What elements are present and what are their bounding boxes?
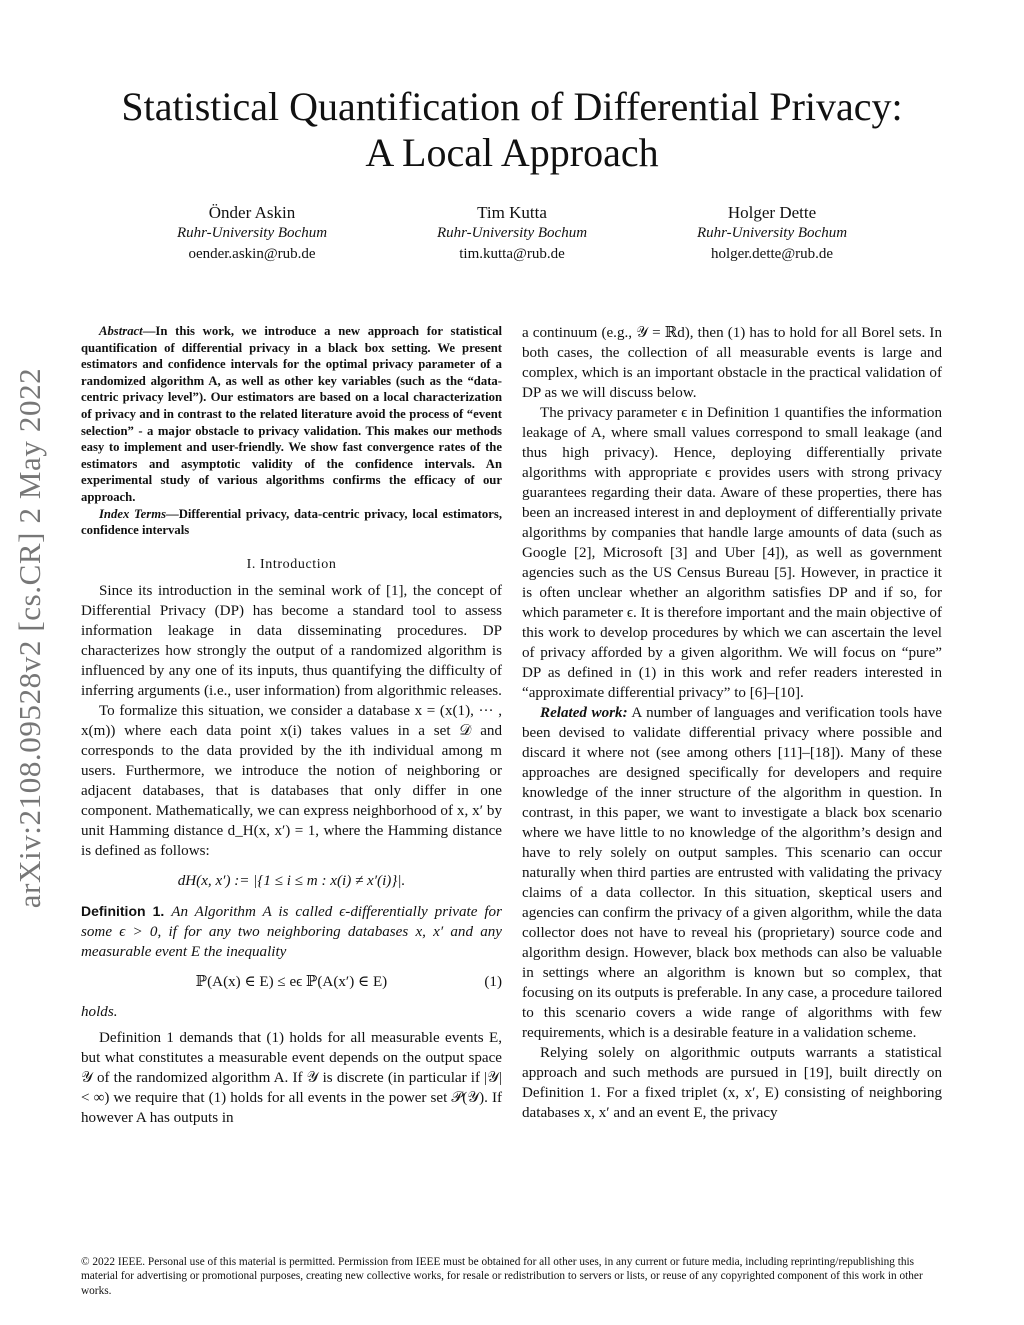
index-terms-text: —Differential privacy, data-centric privacy, local estimators, confidence intervals bbox=[81, 506, 502, 538]
author-name: Önder Askin bbox=[208, 203, 296, 222]
definition-1 bbox=[81, 901, 502, 962]
definition-label: Definition 1. bbox=[81, 902, 165, 919]
abstract bbox=[81, 323, 502, 506]
author-1 bbox=[122, 202, 382, 265]
hamming-distance-equation bbox=[81, 871, 502, 891]
paper-title bbox=[0, 84, 1024, 176]
author-email: holger.dette@rub.de bbox=[710, 246, 834, 262]
arxiv-id: arXiv:2108.09528v2 [cs.CR] 2 May 2022 bbox=[12, 367, 47, 909]
index-terms-label: Index Terms bbox=[99, 506, 167, 521]
index-terms bbox=[81, 506, 502, 539]
author-name: Holger Dette bbox=[727, 203, 817, 222]
title-line-2: A Local Approach bbox=[365, 130, 659, 175]
related-work-text: A number of languages and verification tools have been devised to validate differential privacy where possible and discard it where not (see among others [11]–[18]). Many of these approaches are designed specifically for developers and require knowledge of the inner structure of the algorithm in question. In contrast, in this paper, we want to investigate a black box scenario where we have little to no knowledge of the algorithm’s design and have to rely solely on output samples. This scenario can occur naturally when third parties are entrusted with validating the privacy claims of a data collector. In this situation, skeptical users and agencies can confirm the privacy of a given algorithm, while the data collector does not have to reveal his (proprietary) source code and algorithm design. However, black box methods can also be valuable in settings where an algorithm is known but so complex, that focusing on its outputs is preferable. In any case, a procedure tailored to this scenario covers a wide range of algorithms with few requirements, which is a desirable feature in a validation scheme. bbox=[522, 705, 942, 1041]
related-work-paragraph bbox=[522, 703, 942, 1043]
intro-paragraph-3: Definition 1 demands that (1) holds for all measurable events E, but what constitutes a measurable event depends on the output space 𝒴 of the randomized algorithm A. If 𝒴 is discrete (in particular if |𝒴| < ∞) we require that (1) holds for all events in the power set 𝒫(𝒴). If however A has outputs in bbox=[81, 1029, 502, 1126]
author-email: oender.askin@rub.de bbox=[188, 246, 316, 262]
author-2 bbox=[382, 202, 642, 265]
author-email: tim.kutta@rub.de bbox=[459, 246, 565, 262]
intro-paragraph-1: Since its introduction in the seminal work of [1], the concept of Differential Privacy (DP) has become a standard tool to assess information leakage in data disseminating procedures. DP characterizes how strongly the output of a randomized algorithm is influenced by any one of its inputs, thus quantifying the difficulty of inferring arguments (i.e., user information) from algorithmic releases. bbox=[81, 582, 502, 699]
author-affiliation: Ruhr-University Bochum bbox=[696, 225, 848, 241]
abstract-label: Abstract bbox=[99, 324, 143, 338]
author-affiliation: Ruhr-University Bochum bbox=[176, 225, 328, 241]
equation-text: dH(x, x′) := |{1 ≤ i ≤ m : x(i) ≠ x′(i)}|. bbox=[177, 872, 406, 889]
left-column bbox=[81, 323, 502, 1128]
right-paragraph-2: The privacy parameter ϵ in Definition 1 quantifies the information leakage of A, where small values correspond to small leakage (and thus high privacy). Hence, deploying differentially private algorithms with appropriate ϵ provides users with strong privacy guarantees regarding their data. Aware of these properties, there has been an increased interest in and deployment of differentially private algorithms by companies that handle large amounts of data (such as Google [2], Microsoft [3] and Uber [4]), as well as government agencies such as the US Census Bureau [5]. However, in practice it is often unclear whether an algorithm satisfies DP and if so, for which parameter ϵ. It is therefore important and the main objective of this work to develop procedures by which we can ascertain the level of privacy afforded by a given algorithm. We will focus on “pure” DP as defined in (1) in this work and refer readers interested in “approximate differential privacy” to [6]–[10]. bbox=[522, 405, 942, 701]
author-3 bbox=[642, 202, 902, 265]
intro-paragraph-2: To formalize this situation, we consider a database x = (x(1), ··· , x(m)) where each data point x(i) takes values in a set 𝒟 and corresponds to the data provided by the ith individual among m users. Furthermore, we introduce the notion of neighboring or adjacent databases, that is databases that only differ in one component. Mathematically, we can express neighborhood of x, x′ by unit Hamming distance d_H(x, x′) = 1, where the Hamming distance is defined as follows: bbox=[81, 702, 502, 859]
related-work-label: Related work: bbox=[540, 705, 628, 721]
right-paragraph-4: Relying solely on algorithmic outputs warrants a statistical approach and such methods are pursued in [19], built directly on Definition 1. For a fixed triplet (x, x′, E) consisting of neighboring databases x, x′ and an event E, the privacy bbox=[522, 1045, 942, 1121]
copyright-footer: © 2022 IEEE. Personal use of this material is permitted. Permission from IEEE must be obtained for all other uses, in any current or future media, including reprinting/republishing this material for advertising or promotional purposes, creating new collective works, for resale or redistribution to servers or lists, or reuse of any copyrighted component of this work in other works. bbox=[81, 1256, 923, 1297]
title-line-1: Statistical Quantification of Differential Privacy: bbox=[121, 84, 903, 129]
arxiv-sidebar-stamp bbox=[4, 343, 56, 933]
author-affiliation: Ruhr-University Bochum bbox=[436, 225, 588, 241]
right-paragraph-1: a continuum (e.g., 𝒴 = ℝd), then (1) has to hold for all Borel sets. In both cases, the collection of all measurable events is large and complex, which is an important obstacle in the practical validation of DP as we will discuss below. bbox=[522, 325, 942, 401]
section-heading-introduction: I. Introduction bbox=[246, 556, 337, 572]
definition-holds: holds. bbox=[81, 1003, 118, 1020]
equation-1 bbox=[81, 972, 502, 992]
author-name: Tim Kutta bbox=[477, 203, 547, 222]
right-column bbox=[522, 323, 942, 1123]
equation-text: ℙ(A(x) ∈ E) ≤ eϵ ℙ(A(x′) ∈ E) bbox=[195, 973, 388, 990]
equation-number: (1) bbox=[484, 973, 502, 990]
author-block bbox=[122, 202, 902, 265]
abstract-text: —In this work, we introduce a new approach for statistical quantification of differential privacy in a black box setting. We present estimators and confidence intervals for the optimal privacy parameter of a randomized algorithm A, as well as other key variables (such as the “data-centric privacy level”). Our estimators are based on a local characterization of privacy and in contrast to the related literature avoid the process of “event selection” - a major obstacle to privacy validation. This makes our methods easy to implement and user-friendly. We show fast convergence rates of the estimators and asymptotic validity of the confidence intervals. An experimental study of various algorithms confirms the efficacy of our approach. bbox=[81, 324, 502, 504]
definition-text: An Algorithm A is called ϵ-differentially private for some ϵ > 0, if for any two neighboring databases x, x′ and any measurable event E the inequality bbox=[81, 903, 502, 960]
